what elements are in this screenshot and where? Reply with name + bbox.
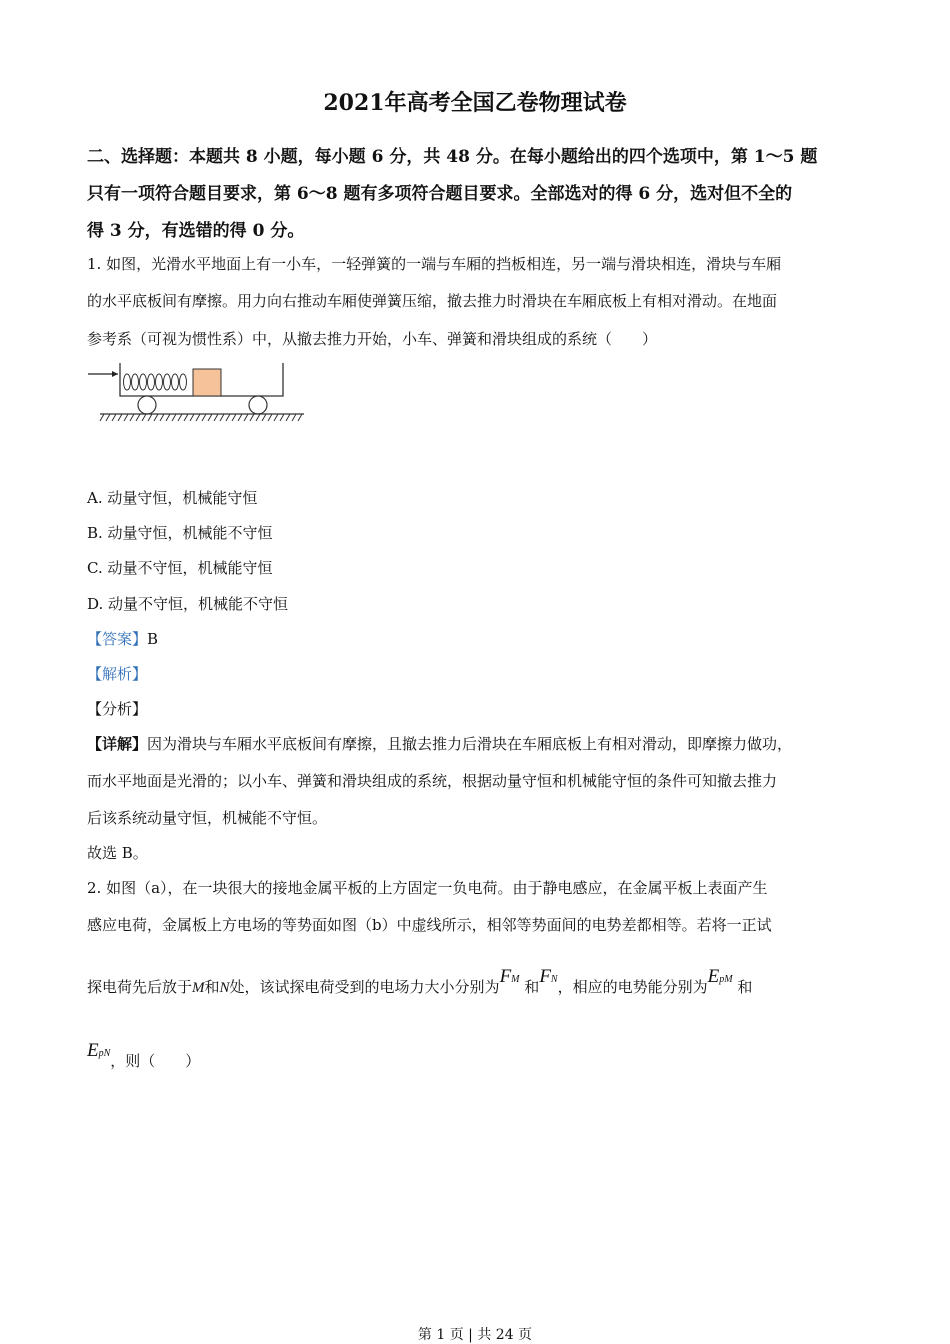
question-2-text: [87, 1040, 201, 1072]
text: 处，该试探电荷受到的电场力大小分别为: [229, 978, 500, 996]
question-1-text: 1. 如图，光滑水平地面上有一小车，一轻弹簧的一端与车厢的挡板相连，另一端与滑块相连，滑块与车厢: [87, 255, 782, 273]
fenxi-tag: 【分析】: [87, 700, 148, 718]
detail-tag: 【详解】: [87, 735, 148, 753]
question-1-text: 的水平底板间有摩擦。用力向右推动车厢使弹簧压缩，撤去推力时滑块在车厢底板上有相对滑动。在地面: [87, 292, 778, 310]
page-footer: 第 1 页 | 共 24 页: [417, 1327, 533, 1343]
question-2-text: 感应电荷，金属板上方电场的等势面如图（b）中虚线所示，相邻等势面间的电势差都相等。若将一正试: [87, 916, 772, 934]
option-c: C. 动量不守恒，机械能守恒: [87, 559, 273, 577]
option-b: B. 动量守恒，机械能不守恒: [87, 524, 273, 542]
section-instructions: 得 3 分，有选错的得 0 分。: [87, 221, 305, 241]
var-fm: FM: [499, 966, 520, 987]
text: 探电荷先后放于: [87, 978, 193, 996]
question-2-text: 2. 如图（a），在一块很大的接地金属平板的上方固定一负电荷。由于静电感应，在金属平板上表面产生: [87, 879, 768, 897]
page-title: 2021年高考全国乙卷物理试卷: [323, 90, 627, 116]
var-epn: EpN: [87, 1040, 111, 1061]
option-d: D. 动量不守恒，机械能不守恒: [87, 595, 289, 613]
detail-text: 后该系统动量守恒，机械能不守恒。: [87, 809, 328, 827]
text: 和: [524, 978, 540, 996]
var-m: M: [192, 980, 205, 996]
analysis-tag: 【解析】: [87, 665, 148, 683]
conclusion: 故选 B。: [87, 844, 148, 862]
text: ，则（ ）: [110, 1052, 201, 1070]
detail-line: [87, 733, 792, 754]
answer-tag: 【答案】: [87, 630, 148, 648]
answer-value: B: [147, 630, 159, 648]
detail-text: 而水平地面是光滑的；以小车、弹簧和滑块组成的系统，根据动量守恒和机械能守恒的条件可知撤去推力: [87, 772, 778, 790]
text: ，相应的电势能分别为: [557, 978, 708, 996]
var-fn: FN: [539, 966, 558, 987]
question-1-text: 参考系（可视为惯性系）中，从撤去推力开始，小车、弹簧和滑块组成的系统（ ）: [87, 330, 658, 348]
var-n: N: [219, 980, 230, 996]
detail-text: 因为滑块与车厢水平底板间有摩擦，且撤去推力后滑块在车厢底板上有相对滑动，即摩擦力做功，: [147, 735, 793, 753]
option-a: A. 动量守恒，机械能守恒: [87, 489, 258, 507]
text: 和: [204, 978, 220, 996]
answer-line: [87, 628, 158, 649]
text: 和: [737, 978, 753, 996]
section-instructions: 只有一项符合题目要求，第 6～8 题有多项符合题目要求。全部选对的得 6 分，选对但不全的: [87, 184, 793, 204]
question-2-text: [87, 966, 753, 998]
var-epm: EpM: [707, 966, 733, 987]
cart-spring-figure: [86, 360, 308, 422]
section-instructions: 二、选择题：本题共 8 小题，每小题 6 分，共 48 分。在每小题给出的四个选项中，第 1～5 题: [87, 147, 818, 167]
